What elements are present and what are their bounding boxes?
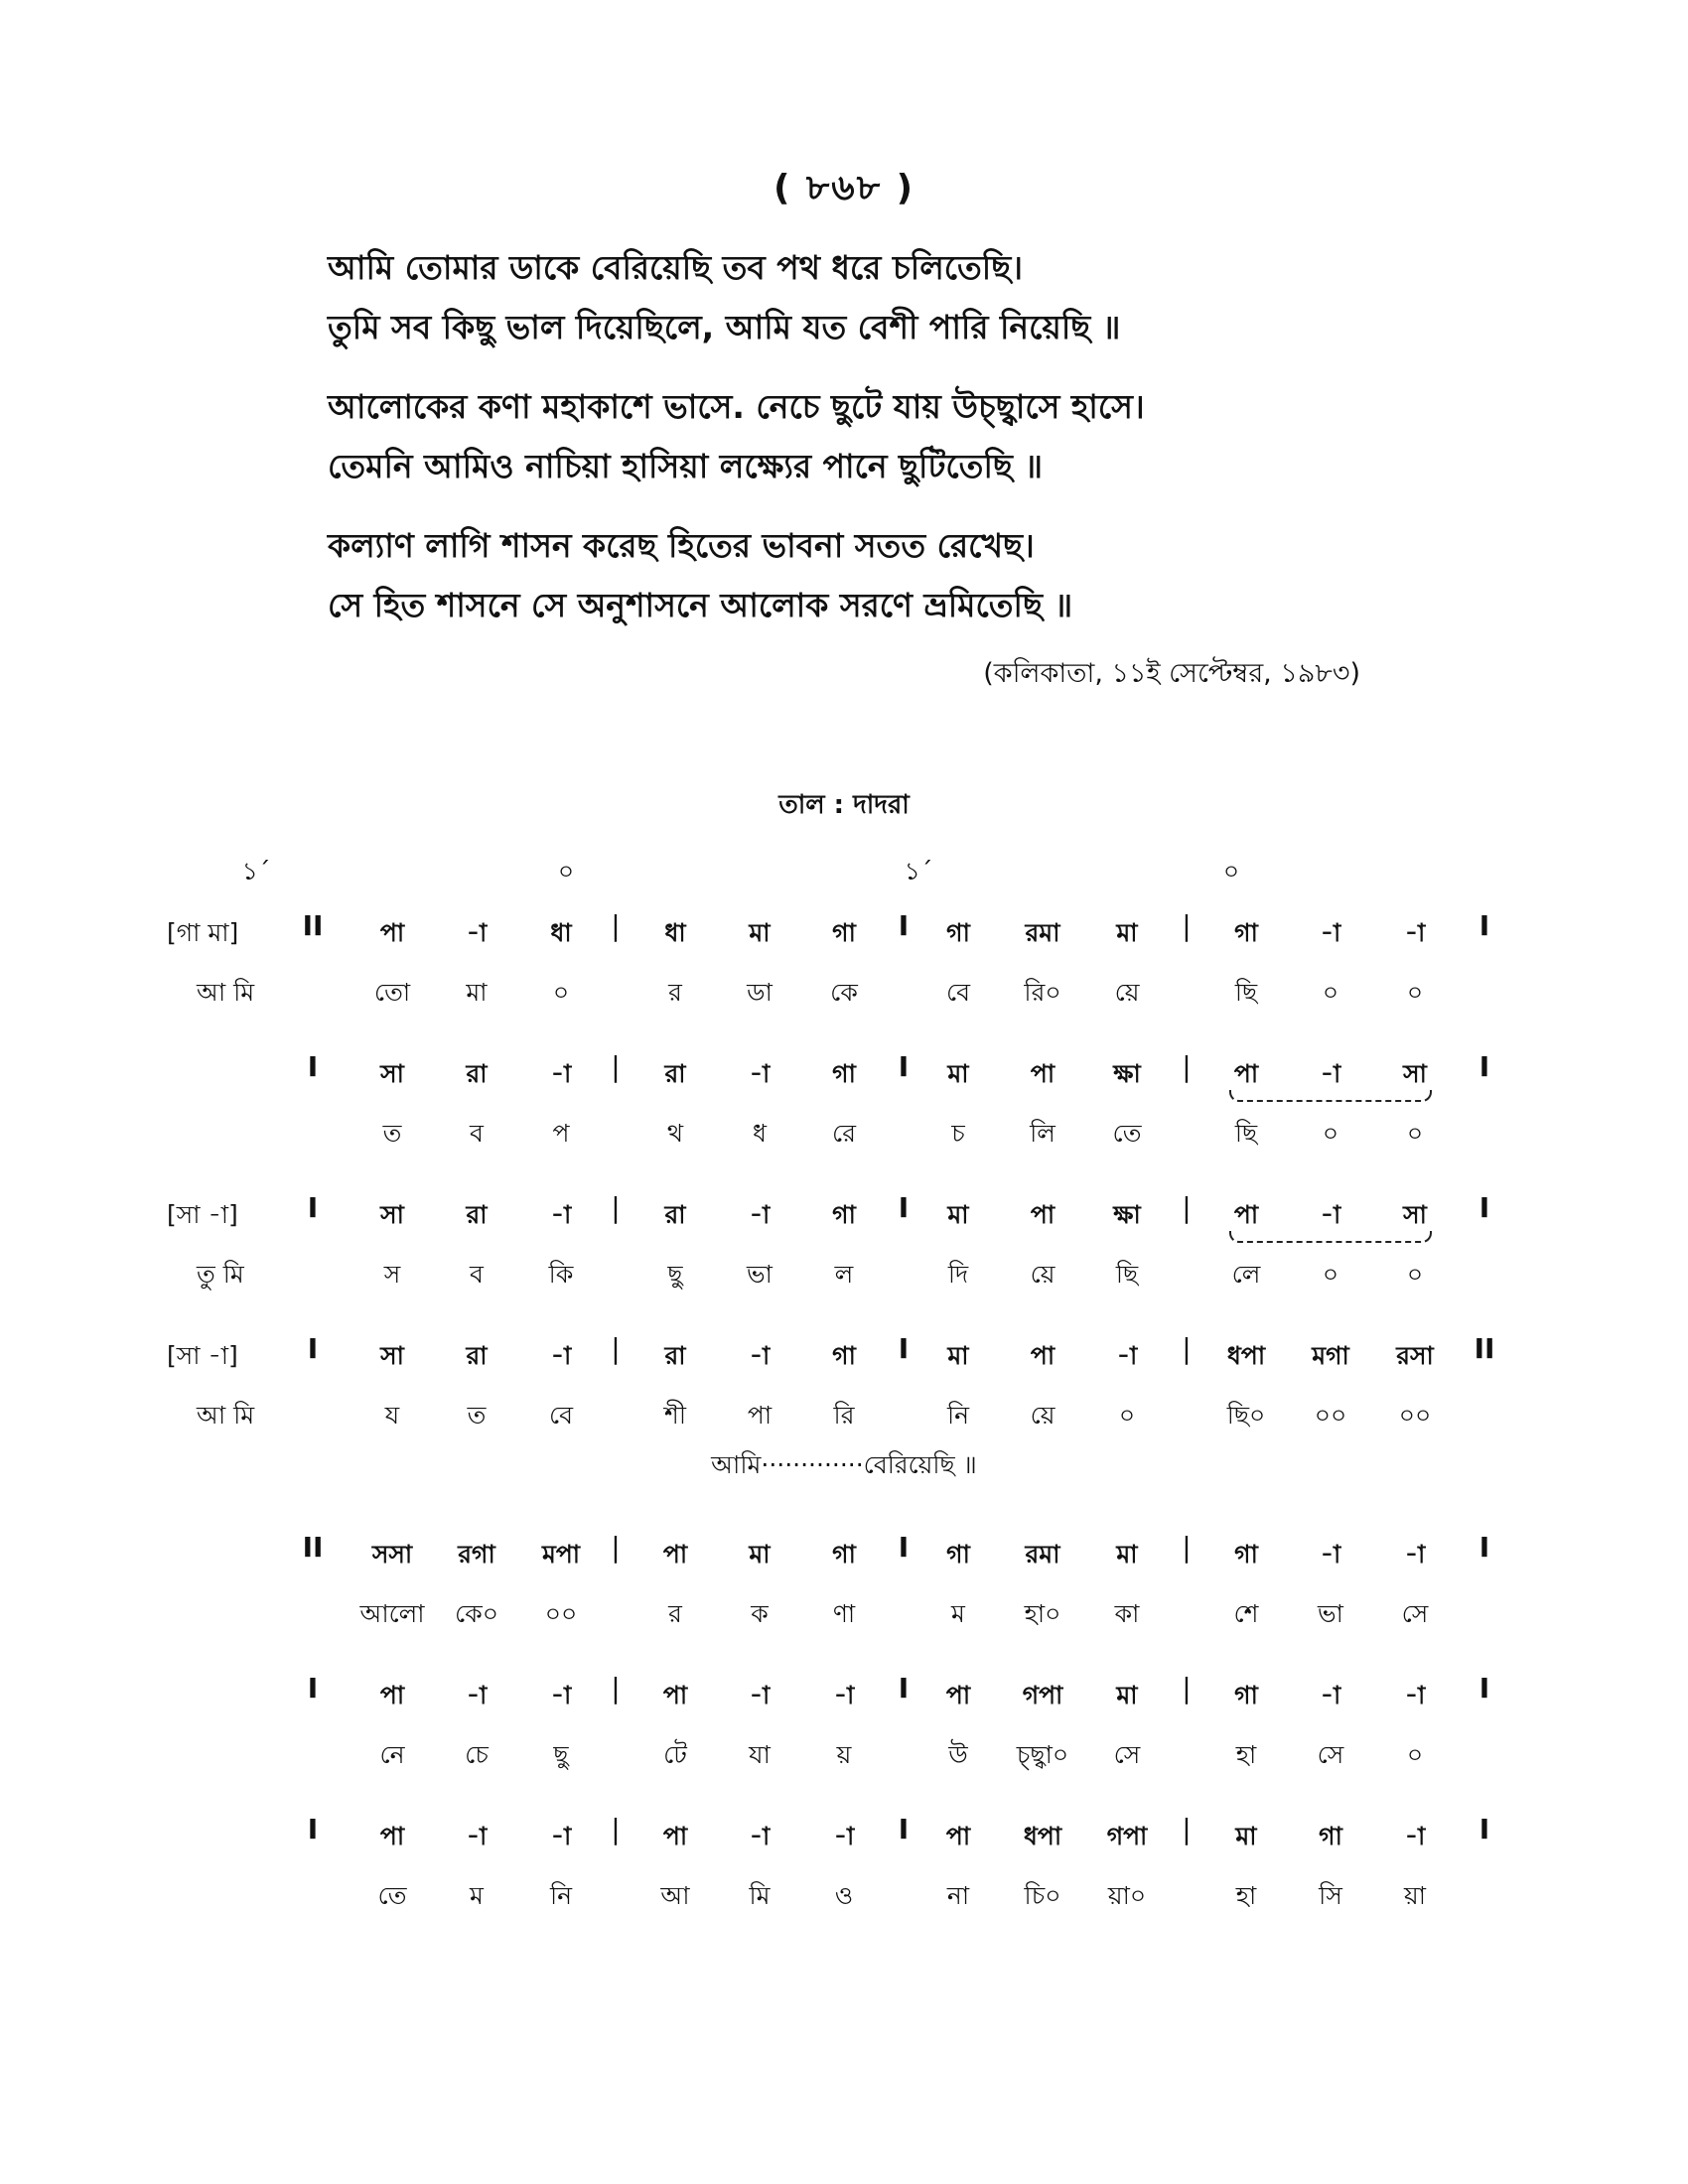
- end-barline: II: [1474, 1332, 1495, 1365]
- lyric-syllable: বে: [548, 1401, 574, 1430]
- swara-note: -া: [1320, 1681, 1341, 1709]
- lyric-syllable: ব: [470, 1260, 484, 1289]
- swara-note: গা: [832, 918, 856, 947]
- lyric-syllable: মা: [466, 978, 488, 1007]
- lyric-lead: আ মি: [197, 978, 255, 1007]
- lyric-syllable: না: [946, 1881, 970, 1910]
- lyric-syllable: ০: [1406, 978, 1424, 1007]
- start-barline: I: [307, 1050, 319, 1083]
- lead-note-group: [গা মা]: [167, 918, 239, 947]
- lyric-line: সে হিত শাসনে সে অনুশাসনে আলোক সরণে ভ্রমিতেছি ॥: [328, 586, 1073, 624]
- end-barline: I: [1478, 1191, 1490, 1224]
- place-date-note: (কলিকাতা, ১১ই সেপ্টেম্বর, ১৯৮৩): [983, 658, 1360, 689]
- swara-note: -া: [550, 1059, 572, 1088]
- swara-note: রা: [664, 1059, 686, 1088]
- swara-note: -া: [749, 1681, 771, 1709]
- swara-note: মা: [749, 918, 771, 947]
- lyric-syllable: শী: [664, 1401, 686, 1430]
- lyric-syllable: য়া: [1404, 1881, 1426, 1910]
- lyric-syllable: ছু: [667, 1260, 683, 1289]
- swara-note: -া: [550, 1681, 572, 1709]
- lyric-syllable: ০: [1322, 978, 1339, 1007]
- barline: I: [898, 909, 910, 942]
- lyric-syllable: ০: [1406, 1119, 1424, 1148]
- swara-note: সা: [380, 1341, 404, 1370]
- swara-note: পা: [662, 1540, 688, 1569]
- lyric-syllable: য: [384, 1401, 400, 1430]
- swara-note: রা: [664, 1200, 686, 1229]
- lyric-syllable: কে: [830, 978, 858, 1007]
- swara-note: মগা: [1312, 1341, 1349, 1370]
- lyric-syllable: ব: [470, 1119, 484, 1148]
- swara-note: গা: [1319, 1822, 1342, 1850]
- barline: I: [898, 1672, 910, 1705]
- start-barline: II: [302, 909, 324, 942]
- swara-note: মা: [1116, 1540, 1138, 1569]
- end-barline: I: [1478, 1050, 1490, 1083]
- lyric-syllable: য়: [836, 1740, 852, 1769]
- barline: |: [1182, 1191, 1192, 1224]
- lyric-syllable: উ: [948, 1740, 968, 1769]
- swara-note: রা: [664, 1341, 686, 1370]
- barline: I: [898, 1813, 910, 1845]
- lyric-syllable: ম: [470, 1881, 484, 1910]
- swara-note: সসা: [371, 1540, 413, 1569]
- lyric-syllable: ০: [1406, 1740, 1424, 1769]
- lyric-syllable: ০০: [1314, 1401, 1347, 1430]
- lyric-syllable: থ: [666, 1119, 684, 1148]
- lyric-syllable: হা: [1235, 1740, 1257, 1769]
- lyric-syllable: বে: [945, 978, 971, 1007]
- tala-label: তাল : দাদরা: [778, 790, 910, 820]
- swara-note: -া: [1404, 918, 1426, 947]
- lyric-syllable: ০: [1322, 1119, 1339, 1148]
- page-number: ( ৮৬৮ ): [773, 168, 915, 208]
- barline: |: [1182, 1050, 1192, 1083]
- lyric-syllable: চ: [951, 1119, 965, 1148]
- swara-note: -া: [550, 1341, 572, 1370]
- swara-note: গা: [1234, 1540, 1258, 1569]
- swara-note: পা: [1030, 1059, 1055, 1088]
- barline: |: [1182, 1672, 1192, 1705]
- swara-note: পা: [379, 1681, 405, 1709]
- lyric-syllable: ছি: [1234, 1119, 1258, 1148]
- swara-note: সা: [380, 1059, 404, 1088]
- beat-marker: ০: [1222, 857, 1240, 886]
- beat-marker: ০: [557, 857, 575, 886]
- lyric-syllable: ০০: [544, 1599, 578, 1628]
- lyric-syllable: নি: [549, 1881, 573, 1910]
- return-note: আমি·············বেরিয়েছি ॥: [711, 1450, 977, 1479]
- swara-note: -া: [749, 1059, 771, 1088]
- swara-note: পা: [379, 918, 405, 947]
- lyric-syllable: প: [552, 1119, 570, 1148]
- lyric-syllable: তে: [1112, 1119, 1142, 1148]
- start-barline: I: [307, 1813, 319, 1845]
- swara-note: পা: [1030, 1200, 1055, 1229]
- lyric-line: তুমি সব কিছু ভাল দিয়েছিলে, আমি যত বেশী পারি নিয়েছি ॥: [328, 308, 1121, 346]
- lyric-syllable: রি০: [1024, 978, 1061, 1007]
- lyric-syllable: তে: [377, 1881, 407, 1910]
- lyric-lead: তু মি: [197, 1260, 244, 1289]
- lyric-syllable: চ্ছ্বা০: [1016, 1740, 1069, 1769]
- lyric-syllable: সে: [1317, 1740, 1344, 1769]
- slur-mark: [1229, 1090, 1432, 1102]
- lyric-syllable: ধ: [752, 1119, 768, 1148]
- barline: I: [898, 1332, 910, 1365]
- start-barline: I: [307, 1332, 319, 1365]
- lyric-syllable: পা: [747, 1401, 773, 1430]
- swara-note: রসা: [1396, 1341, 1434, 1370]
- barline: I: [898, 1050, 910, 1083]
- swara-note: -া: [1116, 1341, 1138, 1370]
- lyric-syllable: কা: [1114, 1599, 1140, 1628]
- lyric-syllable: ডা: [747, 978, 773, 1007]
- lead-note-group: [সা -া]: [167, 1341, 238, 1370]
- lyric-syllable: ক: [751, 1599, 769, 1628]
- lyric-syllable: ০: [1406, 1260, 1424, 1289]
- lyric-syllable: ম: [951, 1599, 965, 1628]
- lyric-syllable: হা: [1235, 1881, 1257, 1910]
- swara-note: -া: [466, 1681, 488, 1709]
- lyric-syllable: ০: [1118, 1401, 1136, 1430]
- barline: |: [611, 1332, 621, 1365]
- barline: |: [611, 1050, 621, 1083]
- swara-note: -া: [1320, 1059, 1341, 1088]
- swara-note: গা: [832, 1341, 856, 1370]
- swara-note: গা: [832, 1200, 856, 1229]
- lyric-syllable: শে: [1233, 1599, 1259, 1628]
- lyric-syllable: য়া০: [1107, 1881, 1147, 1910]
- lyric-syllable: লি: [1030, 1119, 1055, 1148]
- barline: |: [1182, 1531, 1192, 1564]
- barline: |: [611, 909, 621, 942]
- swara-note: রমা: [1025, 1540, 1060, 1569]
- lyric-syllable: চি০: [1024, 1881, 1061, 1910]
- swara-note: -া: [1320, 918, 1341, 947]
- swara-note: রা: [466, 1341, 488, 1370]
- lyric-syllable: টে: [663, 1740, 687, 1769]
- swara-note: মা: [947, 1200, 969, 1229]
- swara-note: ধা: [664, 918, 686, 947]
- swara-note: মা: [947, 1341, 969, 1370]
- swara-note: -া: [1404, 1822, 1426, 1850]
- lyric-syllable: ছি: [1115, 1260, 1139, 1289]
- lyric-syllable: সে: [1113, 1740, 1141, 1769]
- lyric-syllable: তো: [373, 978, 411, 1007]
- lyric-line: আমি তোমার ডাকে বেরিয়েছি তব পথ ধরে চলিতেছি।: [328, 248, 1024, 287]
- lyric-syllable: ০০: [1398, 1401, 1432, 1430]
- barline: |: [611, 1813, 621, 1845]
- swara-note: গা: [1234, 1681, 1258, 1709]
- swara-note: ক্ষা: [1113, 1059, 1141, 1088]
- barline: |: [611, 1531, 621, 1564]
- swara-note: -া: [1320, 1200, 1341, 1229]
- swara-note: গা: [946, 918, 970, 947]
- lyric-syllable: রি: [833, 1401, 855, 1430]
- barline: |: [1182, 909, 1192, 942]
- lyric-syllable: ভা: [1318, 1599, 1343, 1628]
- swara-note: -া: [1404, 1540, 1426, 1569]
- swara-note: মপা: [541, 1540, 581, 1569]
- swara-note: -া: [833, 1822, 855, 1850]
- swara-note: ধা: [550, 918, 572, 947]
- lyric-syllable: ০: [1322, 1260, 1339, 1289]
- swara-note: পা: [662, 1822, 688, 1850]
- swara-note: পা: [1030, 1341, 1055, 1370]
- lyric-syllable: ণা: [832, 1599, 856, 1628]
- lyric-syllable: য়ে: [1030, 1401, 1055, 1430]
- lyric-syllable: মি: [749, 1881, 771, 1910]
- lyric-syllable: আ: [660, 1881, 690, 1910]
- swara-note: গা: [1234, 918, 1258, 947]
- end-barline: I: [1478, 1813, 1490, 1845]
- beat-marker: ১´: [904, 857, 933, 886]
- end-barline: I: [1478, 1531, 1490, 1564]
- swara-note: পা: [1233, 1059, 1259, 1088]
- swara-note: -া: [550, 1200, 572, 1229]
- lyric-syllable: সি: [1319, 1881, 1342, 1910]
- lyric-syllable: নি: [946, 1401, 970, 1430]
- lyric-syllable: ছি: [1234, 978, 1258, 1007]
- lyric-syllable: চে: [465, 1740, 489, 1769]
- lyric-syllable: রে: [832, 1119, 856, 1148]
- lyric-syllable: দি: [947, 1260, 969, 1289]
- swara-note: পা: [945, 1681, 971, 1709]
- start-barline: II: [302, 1531, 324, 1564]
- lyric-syllable: ভা: [747, 1260, 773, 1289]
- start-barline: I: [307, 1672, 319, 1705]
- lyric-syllable: কি: [548, 1260, 574, 1289]
- swara-note: ধপা: [1226, 1341, 1266, 1370]
- swara-note: গপা: [1022, 1681, 1063, 1709]
- lyric-syllable: ল: [834, 1260, 854, 1289]
- lyric-syllable: র: [668, 978, 682, 1007]
- lyric-syllable: ত: [467, 1401, 487, 1430]
- beat-marker: ১´: [241, 857, 271, 886]
- lyric-syllable: যা: [749, 1740, 771, 1769]
- lyric-syllable: আলো: [359, 1599, 425, 1628]
- barline: I: [898, 1531, 910, 1564]
- swara-note: ক্ষা: [1113, 1200, 1141, 1229]
- start-barline: I: [307, 1191, 319, 1224]
- swara-note: রগা: [458, 1540, 495, 1569]
- swara-note: পা: [945, 1822, 971, 1850]
- swara-note: গা: [832, 1059, 856, 1088]
- swara-note: -া: [1320, 1540, 1341, 1569]
- lyric-line: তেমনি আমিও নাচিয়া হাসিয়া লক্ষ্যের পানে ছুটিতেছি ॥: [328, 447, 1044, 485]
- swara-note: -া: [550, 1822, 572, 1850]
- swara-note: পা: [662, 1681, 688, 1709]
- swara-note: সা: [1403, 1059, 1427, 1088]
- swara-note: সা: [380, 1200, 404, 1229]
- swara-note: ধপা: [1023, 1822, 1062, 1850]
- swara-note: গপা: [1106, 1822, 1148, 1850]
- barline: |: [611, 1672, 621, 1705]
- swara-note: মা: [1116, 918, 1138, 947]
- barline: |: [1182, 1332, 1192, 1365]
- lyric-line: আলোকের কণা মহাকাশে ভাসে. নেচে ছুটে যায় উচ্ছ্বাসে হাসে।: [328, 387, 1145, 426]
- swara-note: গা: [946, 1540, 970, 1569]
- swara-note: -া: [749, 1822, 771, 1850]
- barline: |: [611, 1191, 621, 1224]
- lyric-line: কল্যাণ লাগি শাসন করেছ হিতের ভাবনা সতত রেখেছ।: [328, 526, 1035, 565]
- swara-note: -া: [466, 918, 488, 947]
- lead-note-group: [সা -া]: [167, 1200, 238, 1229]
- swara-note: সা: [1403, 1200, 1427, 1229]
- swara-note: পা: [1233, 1200, 1259, 1229]
- end-barline: I: [1478, 909, 1490, 942]
- swara-note: -া: [1404, 1681, 1426, 1709]
- swara-note: রমা: [1025, 918, 1060, 947]
- swara-note: মা: [1235, 1822, 1257, 1850]
- lyric-syllable: স: [383, 1260, 401, 1289]
- swara-note: -া: [749, 1200, 771, 1229]
- lyric-syllable: ও: [834, 1881, 854, 1910]
- lyric-syllable: য়ে: [1114, 978, 1140, 1007]
- swara-note: রা: [466, 1200, 488, 1229]
- lyric-syllable: ০: [552, 978, 570, 1007]
- swara-note: গা: [832, 1540, 856, 1569]
- slur-mark: [1229, 1231, 1432, 1243]
- swara-note: মা: [749, 1540, 771, 1569]
- swara-note: -া: [833, 1681, 855, 1709]
- lyric-syllable: র: [668, 1599, 682, 1628]
- swara-note: রা: [466, 1059, 488, 1088]
- lyric-syllable: ত: [382, 1119, 402, 1148]
- swara-note: -া: [466, 1822, 488, 1850]
- lyric-syllable: ছি০: [1226, 1401, 1266, 1430]
- lyric-syllable: ছু: [553, 1740, 569, 1769]
- lyric-syllable: কে০: [455, 1599, 498, 1628]
- lyric-syllable: লে: [1231, 1260, 1261, 1289]
- barline: I: [898, 1191, 910, 1224]
- end-barline: I: [1478, 1672, 1490, 1705]
- swara-note: মা: [947, 1059, 969, 1088]
- lyric-syllable: য়ে: [1030, 1260, 1055, 1289]
- swara-note: মা: [1116, 1681, 1138, 1709]
- lyric-syllable: সে: [1401, 1599, 1429, 1628]
- lyric-syllable: নে: [379, 1740, 405, 1769]
- barline: |: [1182, 1813, 1192, 1845]
- lyric-syllable: হা০: [1024, 1599, 1061, 1628]
- swara-note: পা: [379, 1822, 405, 1850]
- lyric-lead: আ মি: [197, 1401, 255, 1430]
- swara-note: -া: [749, 1341, 771, 1370]
